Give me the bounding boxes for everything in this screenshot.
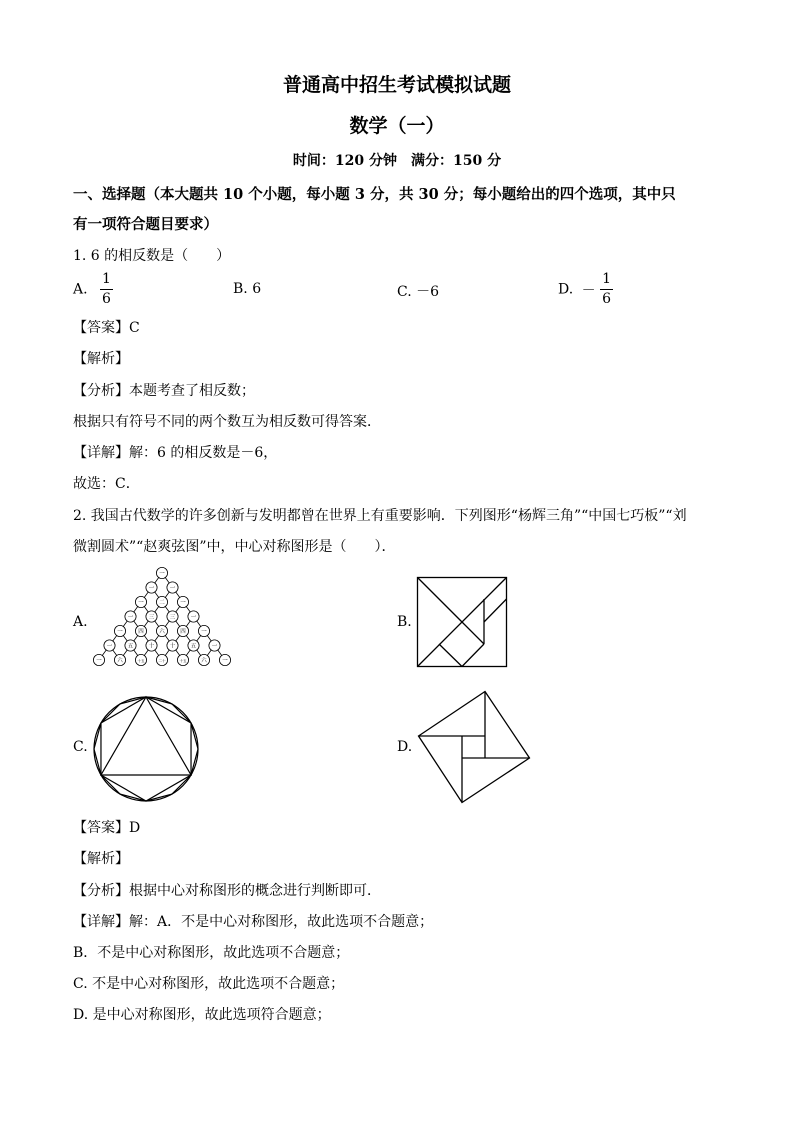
pascal-node-label: 二十	[158, 659, 166, 663]
pascal-triangle-figure	[90, 566, 240, 676]
q2-option-c-label: C.	[73, 739, 88, 755]
q1-option-a-numerator: 1	[100, 270, 113, 290]
zhao-shuang-figure	[418, 691, 530, 803]
pascal-node-label: 五	[127, 643, 134, 650]
pascal-node-label: 四	[180, 629, 186, 635]
pascal-node-label: 一	[211, 643, 218, 650]
q1-option-d-fraction	[600, 270, 613, 309]
q1-option-b: B. 6	[233, 281, 262, 297]
pascal-node-label: 一	[96, 658, 102, 664]
q2-detail-line2: B．不是中心对称图形，故此选项不合题意；	[73, 945, 350, 961]
pascal-node-label: 一	[106, 643, 113, 650]
pascal-node-label: 四	[138, 629, 144, 635]
q1-detail: 【详解】解：6 的相反数是－6，	[73, 445, 278, 461]
pascal-node-label: 一	[169, 585, 176, 592]
liuhui-circle	[94, 697, 198, 801]
pascal-node-label: 一	[190, 614, 197, 621]
q2-option-d-label: D.	[397, 739, 413, 755]
q1-analysis-line1: 【分析】本题考查了相反数；	[73, 383, 255, 399]
q1-option-a-fraction	[100, 270, 113, 309]
q1-option-a-denominator: 6	[102, 291, 111, 307]
q1-conclusion: 故选：C．	[73, 476, 140, 492]
tangram-line-1	[462, 622, 484, 644]
q2-stem-line1: 2. 我国古代数学的许多创新与发明都曾在世界上有重要影响．下列图形“杨辉三角”“中国七巧板”“刘	[73, 508, 687, 524]
pascal-node-label: 一	[127, 614, 134, 621]
tangram-figure	[417, 577, 507, 667]
q1-option-d-denominator: 6	[602, 291, 612, 307]
page-subtitle: 数学（一）	[349, 115, 445, 137]
q1-option-d	[558, 270, 613, 309]
page-title: 普通高中招生考试模拟试题	[282, 74, 511, 96]
q1-stem: 1. 6 的相反数是（ ）	[73, 248, 231, 264]
q2-detail-line1: 【详解】解：A．不是中心对称图形，故此选项不合题意；	[73, 914, 434, 930]
liu-hui-circle-figure	[93, 696, 199, 802]
q2-stem-line2: 微割圆术”“赵爽弦图”中，中心对称图形是（ ）．	[73, 539, 396, 555]
zhao-outer-square	[419, 692, 530, 803]
tangram-line-3	[462, 644, 484, 667]
pascal-node-label: 一	[201, 629, 207, 635]
q2-analysis-heading: 【解析】	[73, 851, 129, 867]
pascal-node-label: 一	[138, 600, 144, 606]
pascal-node-label: 一	[180, 600, 186, 606]
pascal-node-label: 五	[190, 643, 197, 650]
q2-option-b-label: B.	[397, 614, 412, 630]
q1-answer: 【答案】C	[73, 320, 140, 336]
pascal-node-label: 六	[201, 658, 207, 664]
tangram-line-4	[484, 599, 507, 622]
q1-option-c: C. －6	[397, 284, 440, 300]
pascal-node-label: 一	[159, 571, 165, 577]
q1-option-d-numerator: 1	[600, 270, 613, 290]
pascal-node-label: 二	[159, 600, 165, 606]
q1-option-a	[73, 270, 113, 309]
q2-option-a-label: A.	[73, 614, 88, 630]
pascal-node-label: 六	[159, 629, 165, 635]
q1-option-a-label: A.	[73, 281, 88, 298]
pascal-node-label: 一	[117, 629, 123, 635]
q1-analysis-heading: 【解析】	[73, 351, 129, 367]
liuhui-hexagon	[101, 697, 191, 801]
pascal-node-label: 十五	[179, 659, 187, 663]
q2-analysis-line1: 【分析】根据中心对称图形的概念进行判断即可．	[73, 883, 381, 899]
pascal-node-label: 三	[148, 614, 155, 621]
tangram-line-5	[439, 644, 462, 667]
q2-detail-line3: C. 不是中心对称图形，故此选项不合题意；	[73, 976, 345, 992]
pascal-node-label: 一	[148, 585, 155, 592]
pascal-node-label: 十	[148, 643, 155, 650]
tangram-diagonal	[418, 578, 463, 623]
pascal-node-label: 十	[169, 643, 176, 650]
q2-answer: 【答案】D	[73, 820, 141, 836]
section-heading-line1: 一、选择题（本大题共 10 个小题，每小题 3 分，共 30 分；每小题给出的四个选项，其中只	[73, 186, 676, 203]
q2-detail-line4: D. 是中心对称图形，故此选项符合题意；	[73, 1007, 331, 1023]
exam-meta: 时间：120 分钟 满分：150 分	[292, 153, 502, 169]
pascal-node-label: 六	[117, 658, 123, 664]
pascal-node-label: 三	[169, 614, 176, 621]
pascal-node-label: 一	[222, 658, 228, 664]
q1-analysis-line2: 根据只有符号不同的两个数互为相反数可得答案．	[73, 414, 381, 430]
section-heading-line2: 有一项符合题目要求）	[73, 216, 218, 233]
q1-option-d-sign: －	[581, 282, 596, 299]
pascal-node-label: 十五	[137, 659, 145, 663]
q1-option-d-label: D.	[558, 281, 574, 298]
